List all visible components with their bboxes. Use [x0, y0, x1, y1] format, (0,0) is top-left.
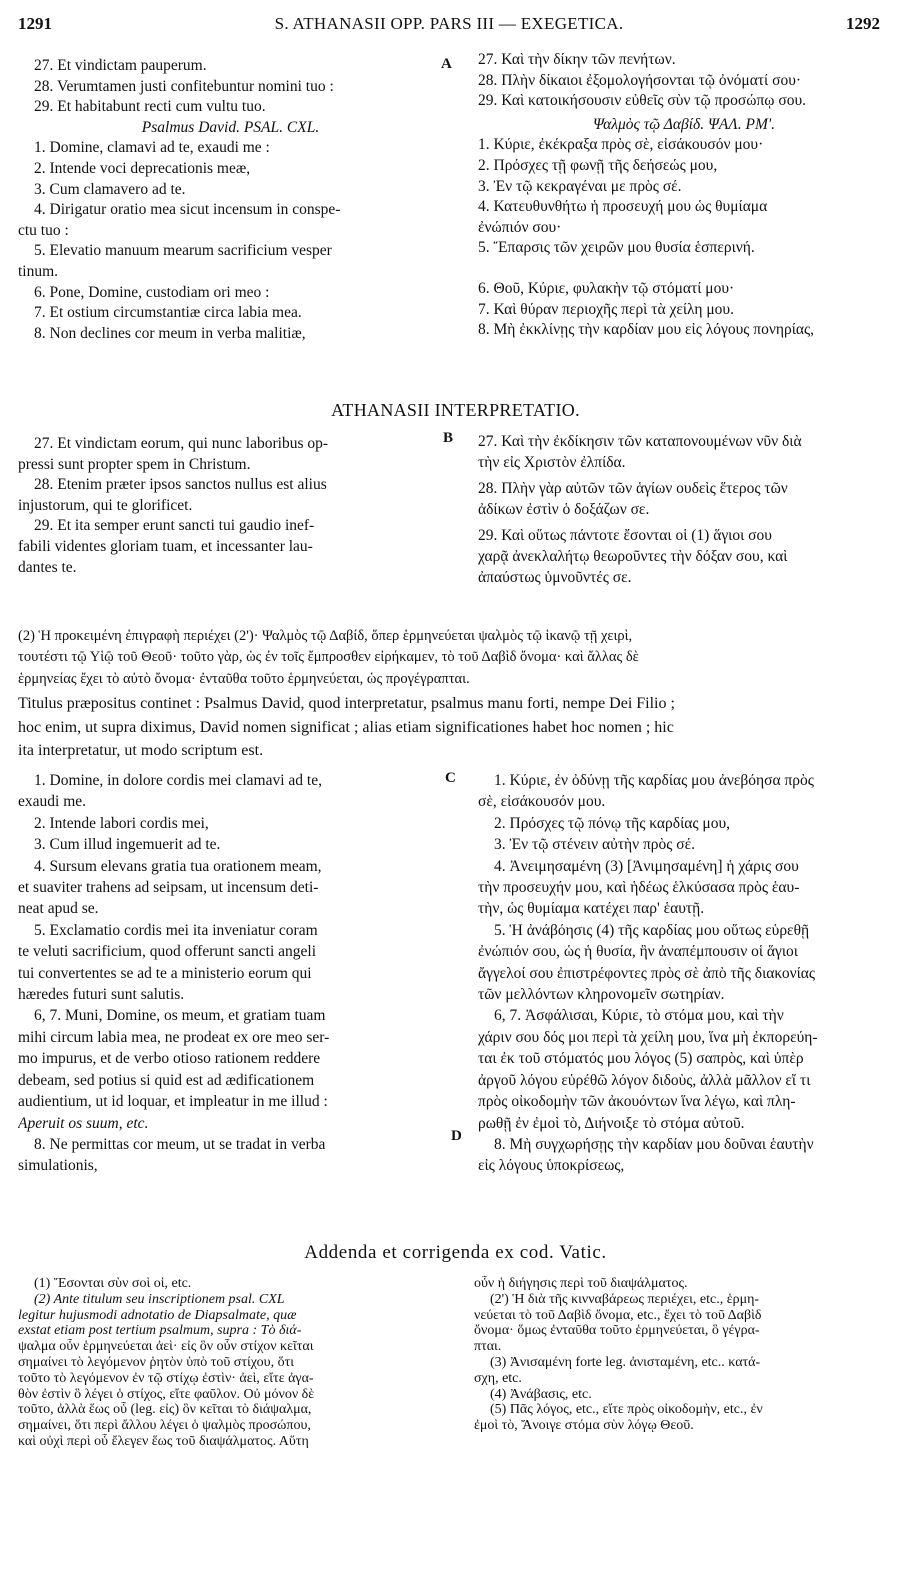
- footnote-line: (2') Ἡ διὰ τῆς κινναβάρεως περιέχει, etc., ἑρμη-: [490, 1291, 760, 1307]
- interp-greek-column: [478, 432, 890, 588]
- interp-latin-column: [18, 434, 443, 578]
- text-line: 29. Καὶ οὕτως πάντοτε ἔσονται οἱ (1) ἅγιοι σου: [478, 527, 772, 545]
- text-line: 29. Καὶ κατοικήσουσιν εὐθεῖς σὺν τῷ προσώπῳ σου.: [478, 92, 807, 110]
- footnote-line: ὄνομα· ὅμως ἐνταῦθα τοῦτο ἑρμηνεύεται, ὃ γέγρα-: [474, 1323, 760, 1339]
- text-line: 27. Καὶ τὴν ἐκδίκησιν τῶν καταπονουμένων νῦν διὰ: [478, 433, 802, 450]
- text-line: injustorum, qui te glorificet.: [18, 496, 193, 514]
- text-line: 27. Et vindictam eorum, qui nunc laboribus op-: [34, 435, 329, 452]
- text-line: audientium, ut id loquar, et impleatur in me illud :: [18, 1093, 328, 1111]
- text-line: mihi circum labia mea, ne prodeat ex ore meo ser-: [18, 1028, 330, 1046]
- running-header: [18, 14, 880, 38]
- text-line: 1. Domine, clamavi ad te, exaudi me :: [34, 139, 270, 157]
- text-line: tinum.: [18, 262, 59, 280]
- footnote-line: ψαλμα οὖν ἑρμηνεύεται ἀεὶ· εἰς ὃν οὖν στίχον κεῖται: [18, 1339, 314, 1355]
- footnote-line: οὖν ἡ διήγησις περὶ τοῦ διαψάλματος.: [474, 1276, 688, 1291]
- top-latin-column: [18, 56, 443, 344]
- footnote-line: σημαίνει τὸ λεγόμενον ῥητὸν ὑπὸ τοῦ στίχου, ὅτι: [18, 1354, 294, 1370]
- text-line: 1. Κύριε, ἐν ὀδύνῃ τῆς καρδίας μου ἀνεβόησα πρὸς: [494, 772, 814, 789]
- text-line: simulationis,: [18, 1157, 98, 1175]
- footnote-line: σχη, etc.: [474, 1370, 522, 1386]
- body-greek-column: [478, 770, 890, 1177]
- text-line: 28. Verumtamen justi confitebuntur nomini tuo :: [34, 77, 334, 95]
- text-line: 5. Ἡ ἀνάβόησις (4) τῆς καρδίας μου οὕτως εὑρεθῇ: [494, 921, 810, 939]
- footnote-line: σημαίνει, ὅτι περὶ ἄλλου λέγει ὁ ψαλμὸς προσώπου,: [18, 1418, 311, 1434]
- text-line: et suaviter trahens ad seipsam, ut incensum deti-: [18, 879, 319, 897]
- text-line: te veluti sacrificium, quod offerunt sancti angeli: [18, 943, 316, 961]
- text-line: ἐνώπιόν σου·: [478, 218, 562, 236]
- text-line: hoc enim, ut supra diximus, David nomen significat ; alias etiam significationes habet hoc nomen ; hic: [18, 718, 674, 736]
- greek-note-block: [18, 626, 888, 690]
- text-line: pressi sunt propter spem in Christum.: [18, 455, 251, 473]
- text-line: 5. Ἔπαρσις τῶν χειρῶν μου θυσία ἑσπερινή.: [478, 239, 755, 257]
- text-line: 4. Sursum elevans gratia tua orationem meam,: [34, 857, 322, 875]
- text-line: (2) Ἡ προκειμένη ἐπιγραφὴ περιέχει (2')· Ψαλμὸς τῷ Δαβίδ, ὅπερ ἑρμηνεύεται ψαλμὸς τῷ ἱκανῷ τῇ χειρὶ,: [18, 628, 633, 644]
- text-line: 7. Et ostium circumstantiæ circa labia mea.: [34, 304, 302, 322]
- latin-note-block: [18, 692, 888, 763]
- psalm-title-latin: Psalmus David. PSAL. CXL.: [141, 118, 320, 136]
- text-line: ται ἐκ τοῦ στόματός μου λόγος (5) σαπρὸς, καὶ ὑπὲρ: [478, 1050, 804, 1068]
- text-line: 28. Πλὴν δίκαιοι ἐξομολογήσονται τῷ ὀνόματί σου·: [478, 71, 802, 89]
- text-line: εἰς λόγους ὑποκρίσεως,: [478, 1157, 625, 1175]
- text-line: χαρᾷ ἀνεκλαλήτῳ θεωροῦντες τὴν δόξαν σου, καὶ: [478, 547, 788, 565]
- interpretatio-heading: ATHANASII INTERPRETATIO.: [331, 400, 580, 420]
- text-line: 5. Exclamatio cordis mei ita inveniatur coram: [34, 921, 318, 939]
- text-line: 4. Dirigatur oratio mea sicut incensum in conspe-: [34, 201, 341, 219]
- footnote-line: νεύεται τὸ τοῦ Δαβὶδ ὄνομα, etc., ἔχει τὸ τοῦ Δαβὶδ: [474, 1307, 762, 1323]
- right-page-number: 1292: [846, 14, 880, 33]
- margin-marker-b: B: [443, 430, 454, 446]
- text-line: 6, 7. Muni, Domine, os meum, et gratiam tuam: [34, 1007, 326, 1025]
- text-line: 29. Et habitabunt recti cum vultu tuo.: [34, 98, 266, 116]
- text-line: fabili videntes gloriam tuam, et incessanter lau-: [18, 537, 313, 555]
- header-title: S. ATHANASII OPP. PARS III — EXEGETICA.: [274, 14, 624, 33]
- footnote-line: (5) Πᾶς λόγος, etc., εἴτε πρὸς οἰκοδομὴν, etc., ἐν: [490, 1402, 763, 1418]
- text-line: 27. Et vindictam pauperum.: [34, 57, 207, 74]
- addenda-left-column: [18, 1276, 458, 1450]
- text-line: 3. Cum clamavero ad te.: [34, 180, 186, 198]
- text-line: hæredes futuri sunt salutis.: [18, 986, 185, 1004]
- footnote-line: (3) Ἀνισαμένη forte leg. ἀνισταμένη, etc.. κατά-: [490, 1354, 761, 1370]
- text-line: 8. Ne permittas cor meum, ut se tradat in verba: [34, 1135, 326, 1153]
- text-line: exaudi me.: [18, 793, 87, 811]
- text-line: 3. Cum illud ingemuerit ad te.: [34, 836, 221, 854]
- margin-marker-c: C: [445, 770, 456, 786]
- footnote-line: legitur hujusmodi adnotatio de Diapsalmate, quæ: [18, 1307, 297, 1323]
- text-line: Aperuit os suum, etc.: [18, 1114, 149, 1132]
- text-line: τῶν μελλόντων κληρονομεῖν σωτηρίαν.: [478, 986, 725, 1004]
- text-line: 2. Intende voci deprecationis meæ,: [34, 159, 251, 177]
- addenda-heading: Addenda et corrigenda ex cod. Vatic.: [304, 1242, 607, 1263]
- text-line: 8. Μὴ ἐκκλίνῃς τὴν καρδίαν μου εἰς λόγους πονηρίας,: [478, 321, 815, 339]
- text-line: 6. Θοῦ, Κύριε, φυλακὴν τῷ στόματί μου·: [478, 279, 735, 297]
- text-line: 3. Ἐν τῷ στένειν αὐτὴν πρὸς σέ.: [494, 836, 696, 854]
- text-line: σὲ, εἰσάκουσόν μου.: [478, 793, 606, 811]
- text-line: τὴν, ὡς θυμίαμα κατέχει παρ' ἑαυτῇ.: [478, 900, 705, 918]
- text-line: 7. Καὶ θύραν περιοχῆς περὶ τὰ χείλη μου.: [478, 300, 734, 318]
- text-line: 2. Πρόσχες τῷ πόνῳ τῆς καρδίας μου,: [494, 814, 730, 832]
- text-line: 6. Pone, Domine, custodiam ori meo :: [34, 283, 270, 301]
- text-line: ἄγγελοί σου ἐπιστρέφοντες πρὸς σὲ ἀπὸ τῆς διακονίας: [478, 964, 816, 982]
- footnote-line: (1) Ἔσονται σὺν σοὶ οἱ, etc.: [34, 1276, 192, 1291]
- text-line: 5. Elevatio manuum mearum sacrificium vesper: [34, 242, 332, 260]
- psalm-title-greek: Ψαλμὸς τῷ Δαβίδ. ΨΑΛ. ΡΜ'.: [592, 115, 776, 133]
- text-line: 1. Domine, in dolore cordis mei clamavi ad te,: [34, 772, 322, 789]
- footnote-line: τοῦτο τὸ λεγόμενον ἐν τῷ στίχῳ ἐστὶν· ἀεὶ, εἴτε ἀγα-: [18, 1370, 314, 1386]
- text-line: 4. Ἀνειμησαμένη (3) [Ἀνιμησαμένη] ἡ χάρις σου: [494, 857, 799, 875]
- footnote-line: τοῦτο, ἀλλὰ ἕως οὗ (leg. εἰς) ὃν κεῖται τὸ διάψαλμα,: [18, 1402, 312, 1418]
- text-line: 29. Et ita semper erunt sancti tui gaudio inef-: [34, 517, 315, 535]
- text-line: 27. Καὶ τὴν δίκην τῶν πενήτων.: [478, 51, 676, 68]
- footnote-line: πται.: [474, 1339, 502, 1355]
- text-line: 2. Intende labori cordis mei,: [34, 814, 209, 832]
- text-line: ἑρμηνείας ἔχει τὸ αὐτὸ ὄνομα· ἐνταῦθα τοῦτο ἑρμηνεύεται, ὡς προγέγραπται.: [18, 670, 470, 687]
- text-line: tui convertentes se ad te a ministerio eorum qui: [18, 964, 312, 982]
- text-line: 28. Πλὴν γὰρ αὐτῶν τῶν ἁγίων ουδεὶς ἕτερος τῶν: [478, 480, 788, 498]
- text-line: neat apud se.: [18, 900, 99, 918]
- text-line: 6, 7. Ἀσφάλισαι, Κύριε, τὸ στόμα μου, καὶ τὴν: [494, 1007, 784, 1025]
- text-line: 8. Non declines cor meum in verba malitiæ,: [34, 324, 306, 342]
- margin-marker-a: A: [441, 56, 452, 72]
- text-line: ἀδίκων ἐστὶν ὁ δοξάζων σε.: [478, 500, 650, 518]
- footnote-line: (2) Ante titulum seu inscriptionem psal. CXL: [34, 1291, 285, 1307]
- text-line: Titulus præpositus continet : Psalmus David, quod interpretatur, psalmus manu forti, nempe Dei Filio ;: [18, 695, 675, 712]
- text-line: 4. Κατευθυνθήτω ἡ προσευχή μου ὡς θυμίαμα: [478, 198, 768, 216]
- top-greek-column: [478, 50, 890, 341]
- text-line: mo impurus, et de verbo otioso rationem reddere: [18, 1050, 321, 1068]
- text-line: τὴν προσευχήν μου, καὶ ἡδέως ἑλκύσασα πρὸς ἑαυ-: [478, 879, 800, 897]
- text-line: ἐνώπιόν σου, ὡς ἡ θυσία, ἣν ἀναπέμπουσιν οἱ ἅγιοι: [478, 943, 798, 961]
- body-latin-column: [18, 770, 443, 1177]
- footnote-line: (4) Ἀνάβασις, etc.: [490, 1386, 592, 1402]
- text-line: ρωθῇ ἐν ἐμοὶ τὸ, Διήνοιξε τὸ στόμα αὐτοῦ.: [478, 1114, 745, 1132]
- footnote-line: καὶ οὐχὶ περὶ οὗ ἔλεγεν ἕως τοῦ διαψάλματος. Αὕτη: [18, 1433, 309, 1449]
- footnote-line: θὸν ἐστὶν ὃ λέγει ὁ στίχος, εἴτε φαῦλον. Οὐ μόνον δὲ: [18, 1386, 315, 1402]
- text-line: τουτέστι τῷ Υἱῷ τοῦ Θεοῦ· τοῦτο γὰρ, ὡς ἐν τοῖς ἔμπροσθεν εἰρήκαμεν, τὸ τοῦ Δαβὶδ ὄνομα· καὶ ἄλλας δὲ: [18, 649, 639, 666]
- text-line: 1. Κύριε, ἐκέκραξα πρὸς σὲ, εἰσάκουσόν μου·: [478, 136, 764, 154]
- text-line: 2. Πρόσχες τῇ φωνῇ τῆς δεήσεώς μου,: [478, 156, 718, 174]
- footnote-line: ἐμοὶ τὸ, Ἄνοιγε στόμα σὺν λόγῳ Θεοῦ.: [474, 1418, 694, 1434]
- text-line: debeam, sed potius si quid est ad ædificationem: [18, 1071, 315, 1089]
- left-page-number: 1291: [18, 14, 52, 33]
- text-line: dantes te.: [18, 558, 77, 576]
- text-line: ita interpretatur, ut modo scriptum est.: [18, 742, 264, 760]
- addenda-right-column: [474, 1276, 890, 1434]
- footnote-line: exstat etiam post tertium psalmum, supra : Τὸ διά-: [18, 1323, 302, 1339]
- text-line: ἀπαύστως ὑμνοῦντές σε.: [478, 568, 632, 586]
- text-line: χάριν σου δός μοι περὶ τὰ χείλη μου, ἵνα μὴ ἐκπορεύη-: [478, 1028, 818, 1046]
- text-line: πρὸς οἰκοδομὴν τῶν ἀκουόντων ἵνα λέγω, καὶ πλη-: [478, 1093, 796, 1111]
- text-line: ἀργοῦ λόγου εὑρέθῶ λόγον διδοὺς, ἀλλὰ μᾶλλον εἴ τι: [478, 1071, 811, 1089]
- text-line: τὴν εἰς Χριστὸν ἐλπίδα.: [478, 453, 626, 471]
- text-line: 3. Ἐν τῷ κεκραγέναι με πρὸς σέ.: [478, 177, 682, 195]
- text-line: 28. Etenim præter ipsos sanctos nullus est alius: [34, 476, 327, 494]
- text-line: ctu tuo :: [18, 221, 69, 239]
- text-line: 8. Μὴ συγχωρήσῃς τὴν καρδίαν μου δοῦναι ἑαυτὴν: [494, 1135, 814, 1153]
- margin-marker-d: D: [451, 1128, 462, 1144]
